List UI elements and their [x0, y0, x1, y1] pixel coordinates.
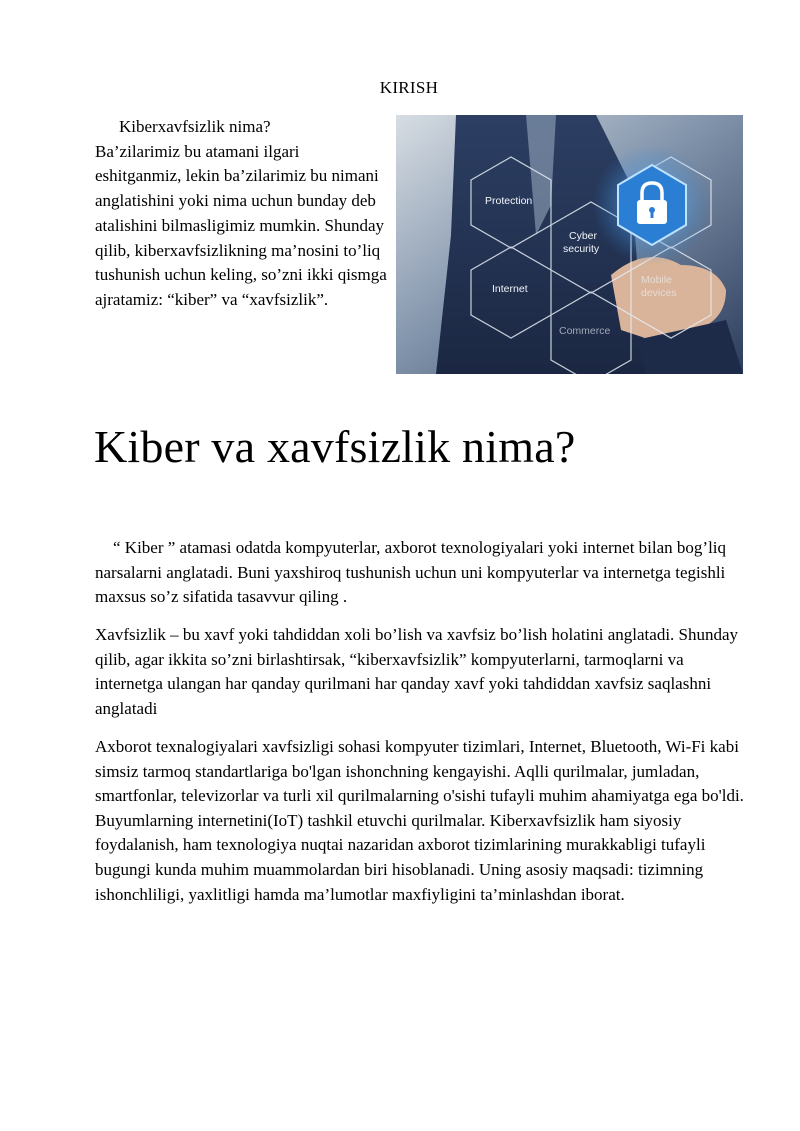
paragraph-axborot: Axborot texnalogiyalari xavfsizligi sohasi kompyuter tizimlari, Internet, Bluetooth, Wi-Fi kabi simsiz tarmoq standartlariga bo'lgan ishonchning kengayishi. Aqlli qurilmalar, jumladan, smartfonlar, televizorlar va turli xil qurilmalarning o'sishi tufayli muhim ahamiyatga ega bo'ldi. Buyumlarning internetini(IoT) tashkil etuvchi qurilmalar. Kiberxavfsizlik ham siyosiy foydalanish, ham texnologiya nuqtai nazaridan axborot tizimlarining murakkabligi tufayli bugungi kunda muhim muammolardan biri hisoblanadi. Uning asosiy maqsadi: tizimning ishonchliligi, yaxlitligi hamda ma’lumotlar maxfiyligini ta’minlashdan iborat. [95, 737, 744, 904]
intro-body: Ba’zilarimiz bu atamani ilgari eshitganmiz, lekin ba’zilarimiz bu nimani anglatishini yoki nima uchun bunday deb atalishini bilmasligimiz mumkin. Shunday qilib, kiberxavfsizlikning ma’nosini to’liq tushunish uchun keling, so’zni ikki qismga ajratamiz: “kiber” va “xavfsizlik”. [95, 141, 387, 309]
label-mobile: Mobile [641, 274, 672, 286]
label-security: security [563, 243, 600, 255]
label-commerce: Commerce [559, 325, 611, 337]
intro-question: Kiberxavfsizlik nima? [119, 117, 271, 136]
intro-paragraph [95, 115, 390, 313]
label-protection: Protection [485, 195, 533, 207]
paragraph-kiber: “ Kiber ” atamasi odatda kompyuterlar, axborot texnologiyalari yoki internet bilan bog’liq narsalarni anglatadi. Buni yaxshiroq tushunish uchun uni kompyuterlar va internetga tegishli maxsus so’z sifatida tasavvur qiling . [95, 538, 727, 607]
label-devices: devices [641, 287, 677, 299]
label-cyber: Cyber [569, 230, 598, 242]
label-internet: Internet [492, 283, 528, 295]
paragraph-xavfsizlik: Xavfsizlik – bu xavf yoki tahdiddan xoli bo’lish va xavfsiz bo’lish holatini anglatadi. Shunday qilib, agar ikkita so’zni birlashtirsak, “kiberxavfsizlik” kompyuterlarni, tarmoqlarni va internetga ulangan har qanday qurilmani har qanday xavf yoki tahdiddan xavfsiz saqlashni anglatadi [95, 625, 739, 718]
cybersecurity-image [396, 115, 743, 374]
section-title: Kiber va xavfsizlik nima? [94, 421, 576, 472]
page-heading: KIRISH [379, 78, 439, 97]
